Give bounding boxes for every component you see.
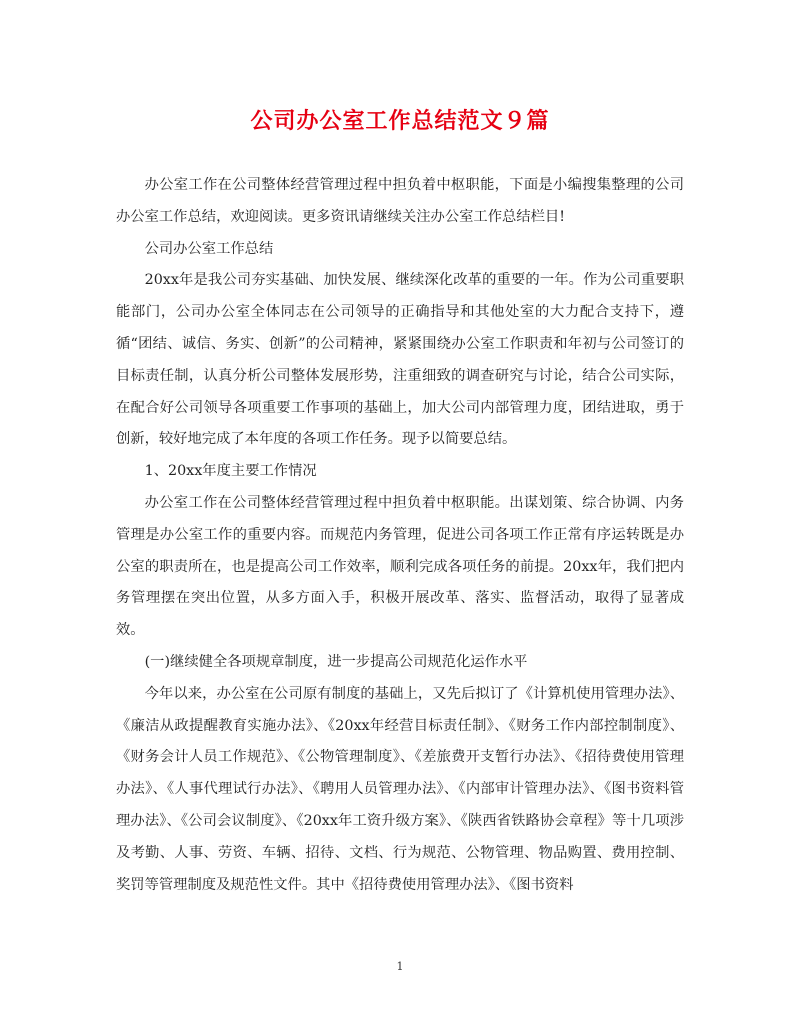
paragraph-heading-summary: 公司办公室工作总结 (144, 240, 274, 257)
paragraph-internal-management: 办公室工作在公司整体经营管理过程中担负着中枢职能。出谋划策、综合协调、内务管理是办公室工作的重要内容。而规范内务管理，促进公司各项工作正常有序运转既是办公室的职责所在，也是提高公司工作效率，顺利完成各项任务的前提。20xx年，我们把内务管理摆在突出位置，从多方面入手，积极开展改革、落实、监督活动，取得了显著成效。 (116, 494, 684, 639)
paragraph-overview: 20xx年是我公司夯实基础、加快发展、继续深化改革的重要的一年。作为公司重要职能部门，公司办公室全体同志在公司领导的正确指导和其他处室的大力配合支持下，遵循“团结、诚信、务实、创新”的公司精神，紧紧围绕办公室工作职责和年初与公司签订的目标责任制，认真分析公司整体发展形势，注重细致的调查研究与讨论，结合公司实际，在配合好公司领导各项重要工作事项的基础上，加大公司内部管理力度，团结进取，勇于创新，较好地完成了本年度的各项工作任务。现予以简要总结。 (116, 272, 684, 448)
page-number: 1 (396, 960, 404, 973)
paragraph-intro: 办公室工作在公司整体经营管理过程中担负着中枢职能，下面是小编搜集整理的公司办公室工作总结，欢迎阅读。更多资讯请继续关注办公室工作总结栏目! (116, 177, 684, 225)
paragraph-regulations: 今年以来，办公室在公司原有制度的基础上，又先后拟订了《计算机使用管理办法》、《廉洁从政提醒教育实施办法》、《20xx年经营目标责任制》、《财务工作内部控制制度》、《财务会计人员工作规范》、《公物管理制度》、《差旅费开支暂行办法》、《招待费使用管理办法》、《人事代理试行办法》、《聘用人员管理办法》、《内部审计管理办法》、《图书资料管理办法》、《公司会议制度》、《20xx年工资升级方案》、《陕西省铁路协会章程》等十几项涉及考勤、人事、劳资、车辆、招待、文档、行为规范、公物管理、物品购置、费用控制、奖罚等管理制度及规范性文件。其中《招待费使用管理办法》、《图书资料 (116, 685, 684, 893)
paragraph-section-heading: 1、20xx年度主要工作情况 (144, 463, 317, 480)
paragraph-subsection-heading: (一)继续健全各项规章制度，进一步提高公司规范化运作水平 (144, 653, 528, 670)
document-title: 公司办公室工作总结范文９篇 (250, 108, 550, 134)
document-body (116, 170, 684, 901)
